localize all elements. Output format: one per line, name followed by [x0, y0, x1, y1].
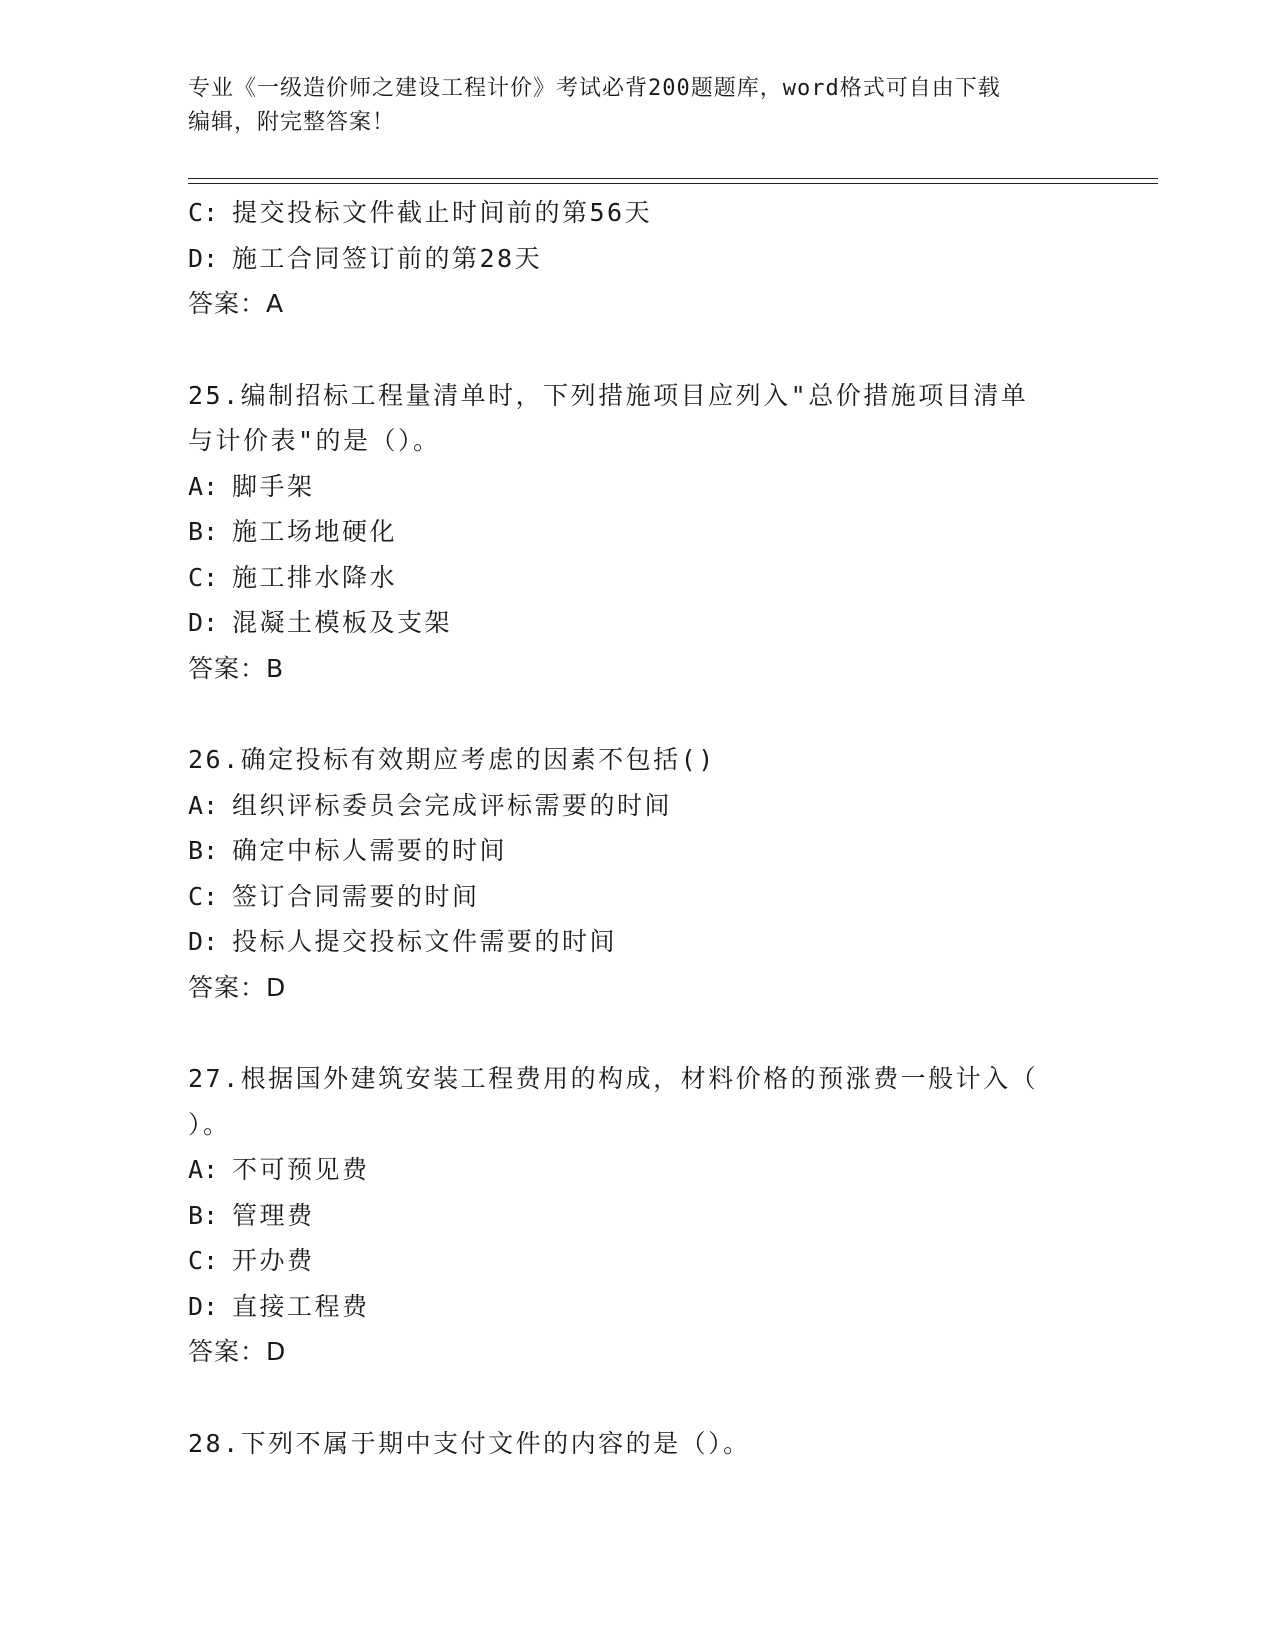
option-text: 签订合同需要的时间 — [232, 881, 480, 911]
document-header — [188, 72, 1088, 140]
option-c — [188, 190, 1088, 236]
answer-line: 答案：B — [188, 653, 285, 683]
option-text: 施工排水降水 — [232, 562, 398, 592]
option-a — [188, 783, 1088, 829]
option-label: D: — [188, 1291, 219, 1321]
option-label: C: — [188, 562, 219, 592]
option-label: C: — [188, 1246, 219, 1275]
header-line-2: 编辑，附完整答案！ — [188, 110, 396, 135]
option-a — [188, 1147, 1088, 1193]
option-c — [188, 555, 1088, 601]
option-text: 提交投标文件截止时间前的第56天 — [232, 198, 653, 227]
question-stem: 28.下列不属于期中支付文件的内容的是（）。 — [188, 1428, 751, 1458]
option-text: 确定中标人需要的时间 — [232, 836, 508, 865]
option-text: 直接工程费 — [232, 1291, 370, 1321]
question-stem: 26.确定投标有效期应考虑的因素不包括() — [188, 745, 716, 774]
header-divider-top — [188, 178, 1158, 179]
question-stem: 27.根据国外建筑安装工程费用的构成，材料价格的预涨费一般计入（ — [188, 1064, 1039, 1093]
option-text: 脚手架 — [232, 471, 315, 501]
option-label: A: — [188, 1155, 219, 1184]
option-text: 管理费 — [232, 1200, 315, 1230]
option-label: B: — [188, 517, 219, 546]
option-c — [188, 1238, 1088, 1284]
header-line-1: 专业《一级造价师之建设工程计价》考试必背200题题库，word格式可自由下载 — [188, 76, 1001, 101]
option-d — [188, 600, 1088, 646]
option-label: A: — [188, 471, 219, 501]
option-label: B: — [188, 836, 219, 865]
option-d — [188, 236, 1088, 282]
answer-line: 答案：D — [188, 972, 287, 1002]
document-body — [188, 190, 1088, 1466]
option-b — [188, 509, 1088, 555]
option-text: 组织评标委员会完成评标需要的时间 — [232, 790, 673, 820]
option-text: 施工场地硬化 — [232, 517, 398, 546]
option-b — [188, 828, 1088, 874]
question-stem-continued: 与计价表"的是（）。 — [188, 426, 441, 455]
option-label: C: — [188, 198, 219, 227]
option-d — [188, 919, 1088, 965]
option-text: 开办费 — [232, 1246, 315, 1275]
option-label: D: — [188, 608, 219, 637]
header-divider-bottom — [188, 183, 1158, 184]
answer-line: 答案：D — [188, 1337, 287, 1366]
option-text: 混凝土模板及支架 — [232, 608, 453, 637]
question-stem-continued: ）。 — [188, 1109, 231, 1139]
option-text: 不可预见费 — [232, 1155, 370, 1184]
option-label: B: — [188, 1200, 219, 1230]
option-b — [188, 1193, 1088, 1239]
option-a — [188, 464, 1088, 510]
option-text: 投标人提交投标文件需要的时间 — [232, 927, 618, 956]
option-label: D: — [188, 927, 219, 956]
option-label: D: — [188, 243, 219, 273]
option-label: A: — [188, 790, 219, 820]
option-d — [188, 1284, 1088, 1330]
question-stem: 25.编制招标工程量清单时，下列措施项目应列入"总价措施项目清单 — [188, 380, 1029, 410]
answer-line: 答案：A — [188, 289, 285, 318]
option-text: 施工合同签订前的第28天 — [232, 243, 543, 273]
option-c — [188, 874, 1088, 920]
option-label: C: — [188, 881, 219, 911]
